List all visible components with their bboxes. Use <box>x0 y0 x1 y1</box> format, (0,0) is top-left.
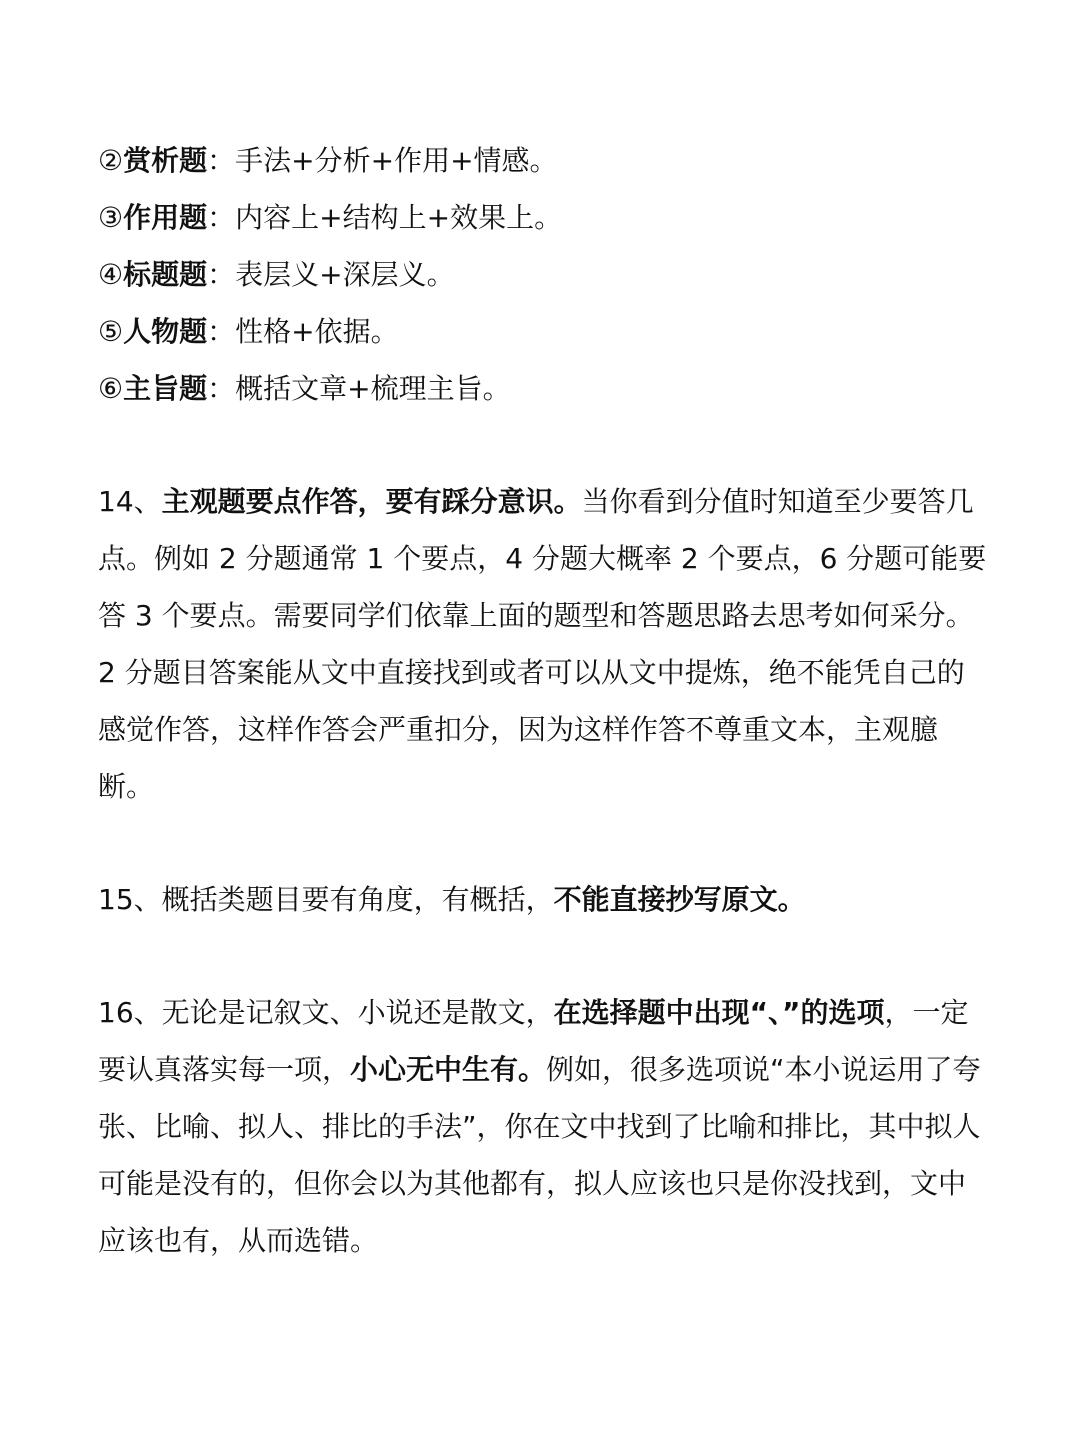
paragraph-emphasis: 小心无中生有。 <box>350 1053 547 1086</box>
type-marker: ③ <box>98 201 124 234</box>
type-line-title <box>98 246 988 303</box>
paragraph-text: 例如，很多选项说“本小说运用了夸张、比喻、拟人、排比的手法”，你在文中找到了比喻和排比，其中拟人可能是没有的，但你会以为其他都有，拟人应该也只是你没找到，文中应该也有，从而选错。 <box>98 1053 981 1257</box>
type-name: 主旨题 <box>123 372 208 405</box>
type-name: 标题题 <box>123 258 208 291</box>
type-name: 作用题 <box>123 201 208 234</box>
paragraph-emphasis: 不能直接抄写原文。 <box>553 883 806 916</box>
type-separator: ： <box>207 372 236 405</box>
paragraph-number: 14、 <box>98 485 162 518</box>
question-type-list <box>98 132 988 417</box>
type-line-theme <box>98 360 988 417</box>
paragraph-emphasis: 在选择题中出现“、”的选项 <box>553 996 885 1029</box>
paragraph-emphasis: 主观题要点作答，要有踩分意识。 <box>161 485 582 518</box>
paragraph-15 <box>98 871 988 928</box>
type-separator: ： <box>207 201 236 234</box>
paragraph-text: ，一定要认真落实每一项， <box>98 996 969 1086</box>
type-marker: ⑤ <box>98 315 124 348</box>
type-description: 表层义+深层义。 <box>235 258 455 291</box>
paragraph-number: 16、 <box>98 996 162 1029</box>
type-name: 人物题 <box>123 315 208 348</box>
paragraph-text: 概括类题目要有角度，有概括， <box>161 883 554 916</box>
type-line-character <box>98 303 988 360</box>
type-line-function <box>98 189 988 246</box>
type-description: 性格+依据。 <box>235 315 399 348</box>
type-marker: ⑥ <box>98 372 124 405</box>
document-page <box>98 132 988 1269</box>
paragraph-number: 15、 <box>98 883 162 916</box>
type-marker: ② <box>98 144 124 177</box>
paragraph-14 <box>98 473 988 815</box>
type-separator: ： <box>207 144 236 177</box>
type-name: 赏析题 <box>123 144 208 177</box>
type-description: 内容上+结构上+效果上。 <box>235 201 563 234</box>
type-separator: ： <box>207 258 236 291</box>
type-description: 手法+分析+作用+情感。 <box>235 144 558 177</box>
paragraph-16 <box>98 984 988 1269</box>
paragraph-text: 当你看到分值时知道至少要答几点。例如 2 分题通常 1 个要点，4 分题大概率 2 个要点，6 分题可能要答 3 个要点。需要同学们依靠上面的题型和答题思路去思考如何采分。2 分题目答案能从文中直接找到或者可以从文中提炼，绝不能凭自己的感觉作答，这样作答会严重扣分，因为这样作答不尊重文本，主观臆断。 <box>98 485 987 803</box>
type-line-appreciation <box>98 132 988 189</box>
type-marker: ④ <box>98 258 124 291</box>
type-separator: ： <box>207 315 236 348</box>
paragraph-text: 无论是记叙文、小说还是散文， <box>161 996 554 1029</box>
type-description: 概括文章+梳理主旨。 <box>235 372 511 405</box>
